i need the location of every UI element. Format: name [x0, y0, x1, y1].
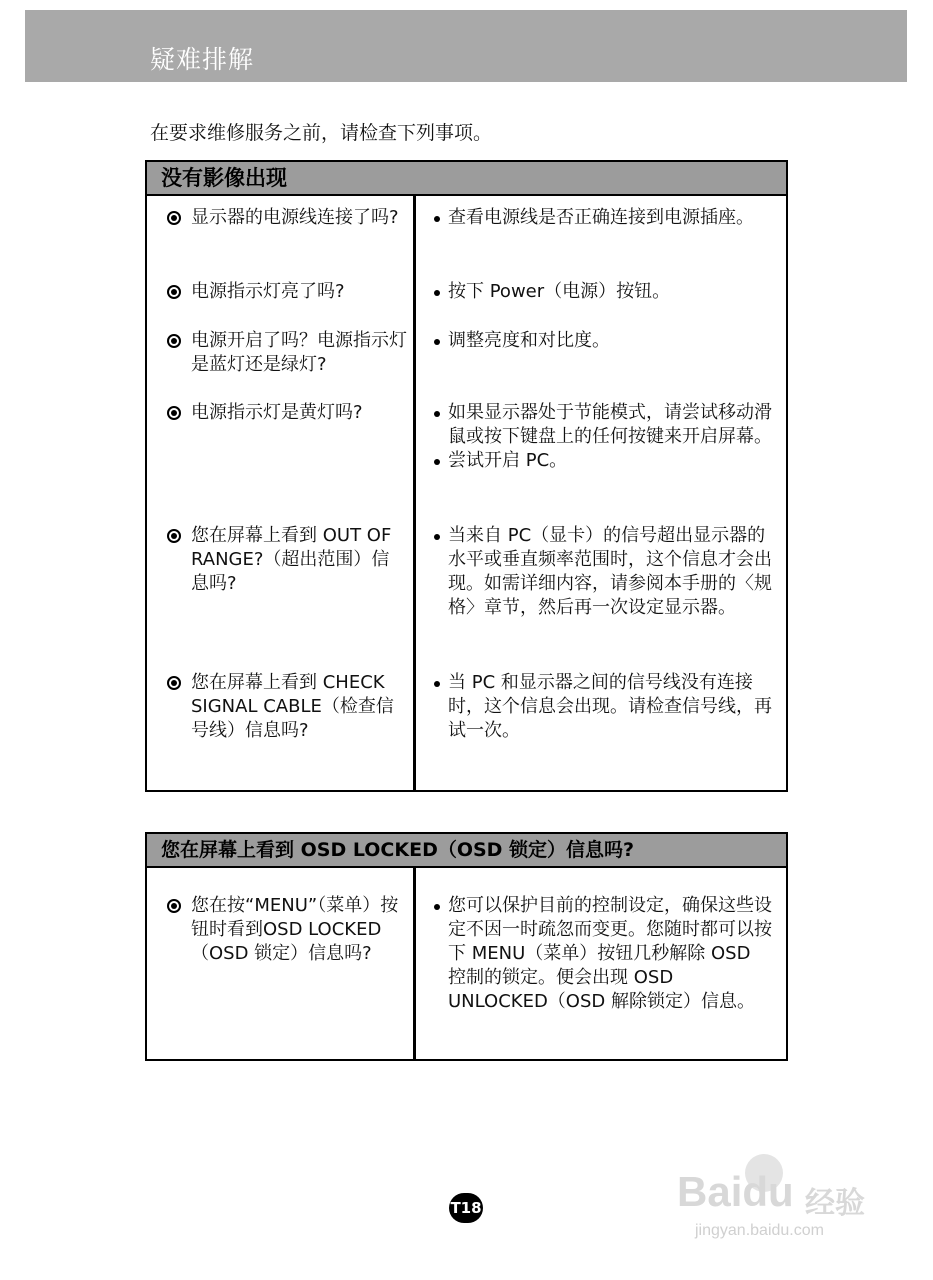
- bullet-circle-icon: [167, 334, 181, 348]
- question-item: 您在屏幕上看到 OUT OF RANGE?（超出范围）信息吗?: [167, 524, 407, 596]
- watermark-name: 经验: [805, 1186, 865, 1221]
- watermark-brand: Baidu: [677, 1168, 794, 1215]
- answer-item: 调整亮度和对比度。: [432, 329, 772, 353]
- answer-item: 按下 Power（电源）按钮。: [432, 280, 772, 304]
- question-item: 电源指示灯是黄灯吗?: [167, 401, 407, 425]
- question-item: 显示器的电源线连接了吗?: [167, 206, 407, 230]
- question-item: 电源指示灯亮了吗?: [167, 280, 407, 304]
- table-body: [147, 868, 786, 1059]
- answer-item: 当来自 PC（显卡）的信号超出显示器的水平或垂直频率范围时，这个信息才会出现。如需详细内容，请参阅本手册的〈规格〉章节，然后再一次设定显示器。: [432, 524, 772, 620]
- answer-item: 当 PC 和显示器之间的信号线没有连接时，这个信息会出现。请检查信号线，再试一次。: [432, 671, 772, 743]
- bullet-circle-icon: [167, 899, 181, 913]
- table-no-image: [145, 160, 788, 792]
- question-item: 您在按“MENU”（菜单）按钮时看到OSD LOCKED（OSD 锁定）信息吗?: [167, 894, 407, 966]
- table-title: 您在屏幕上看到 OSD LOCKED（OSD 锁定）信息吗?: [147, 834, 786, 868]
- column-divider: [413, 868, 416, 1059]
- answer-item: 您可以保护目前的控制设定，确保这些设定不因一时疏忽而变更。您随时都可以按下 MENU（菜单）按钮几秒解除 OSD 控制的锁定。便会出现 OSD UNLOCKED（OSD 解除锁定）信息。: [432, 894, 772, 1014]
- bullet-circle-icon: [167, 285, 181, 299]
- table-osd-locked: [145, 832, 788, 1061]
- answer-item: 查看电源线是否正确连接到电源插座。: [432, 206, 772, 230]
- bullet-circle-icon: [167, 529, 181, 543]
- table-title: 没有影像出现: [147, 162, 786, 196]
- bullet-circle-icon: [167, 406, 181, 420]
- bullet-circle-icon: [167, 211, 181, 225]
- table-body: [147, 196, 786, 790]
- baidu-watermark: [665, 1150, 895, 1250]
- bullet-circle-icon: [167, 676, 181, 690]
- page-title: 疑难排解: [150, 45, 255, 74]
- page-number: T18: [449, 1193, 483, 1223]
- question-item: 电源开启了吗？电源指示灯是蓝灯还是绿灯?: [167, 329, 407, 377]
- watermark-url: jingyan.baidu.com: [695, 1222, 824, 1239]
- question-item: 您在屏幕上看到 CHECK SIGNAL CABLE（检查信号线）信息吗?: [167, 671, 407, 743]
- intro-text: 在要求维修服务之前，请检查下列事项。: [150, 122, 493, 144]
- answer-item: 如果显示器处于节能模式，请尝试移动滑鼠或按下键盘上的任何按键来开启屏幕。 尝试开启 PC。: [432, 401, 772, 473]
- column-divider: [413, 196, 416, 790]
